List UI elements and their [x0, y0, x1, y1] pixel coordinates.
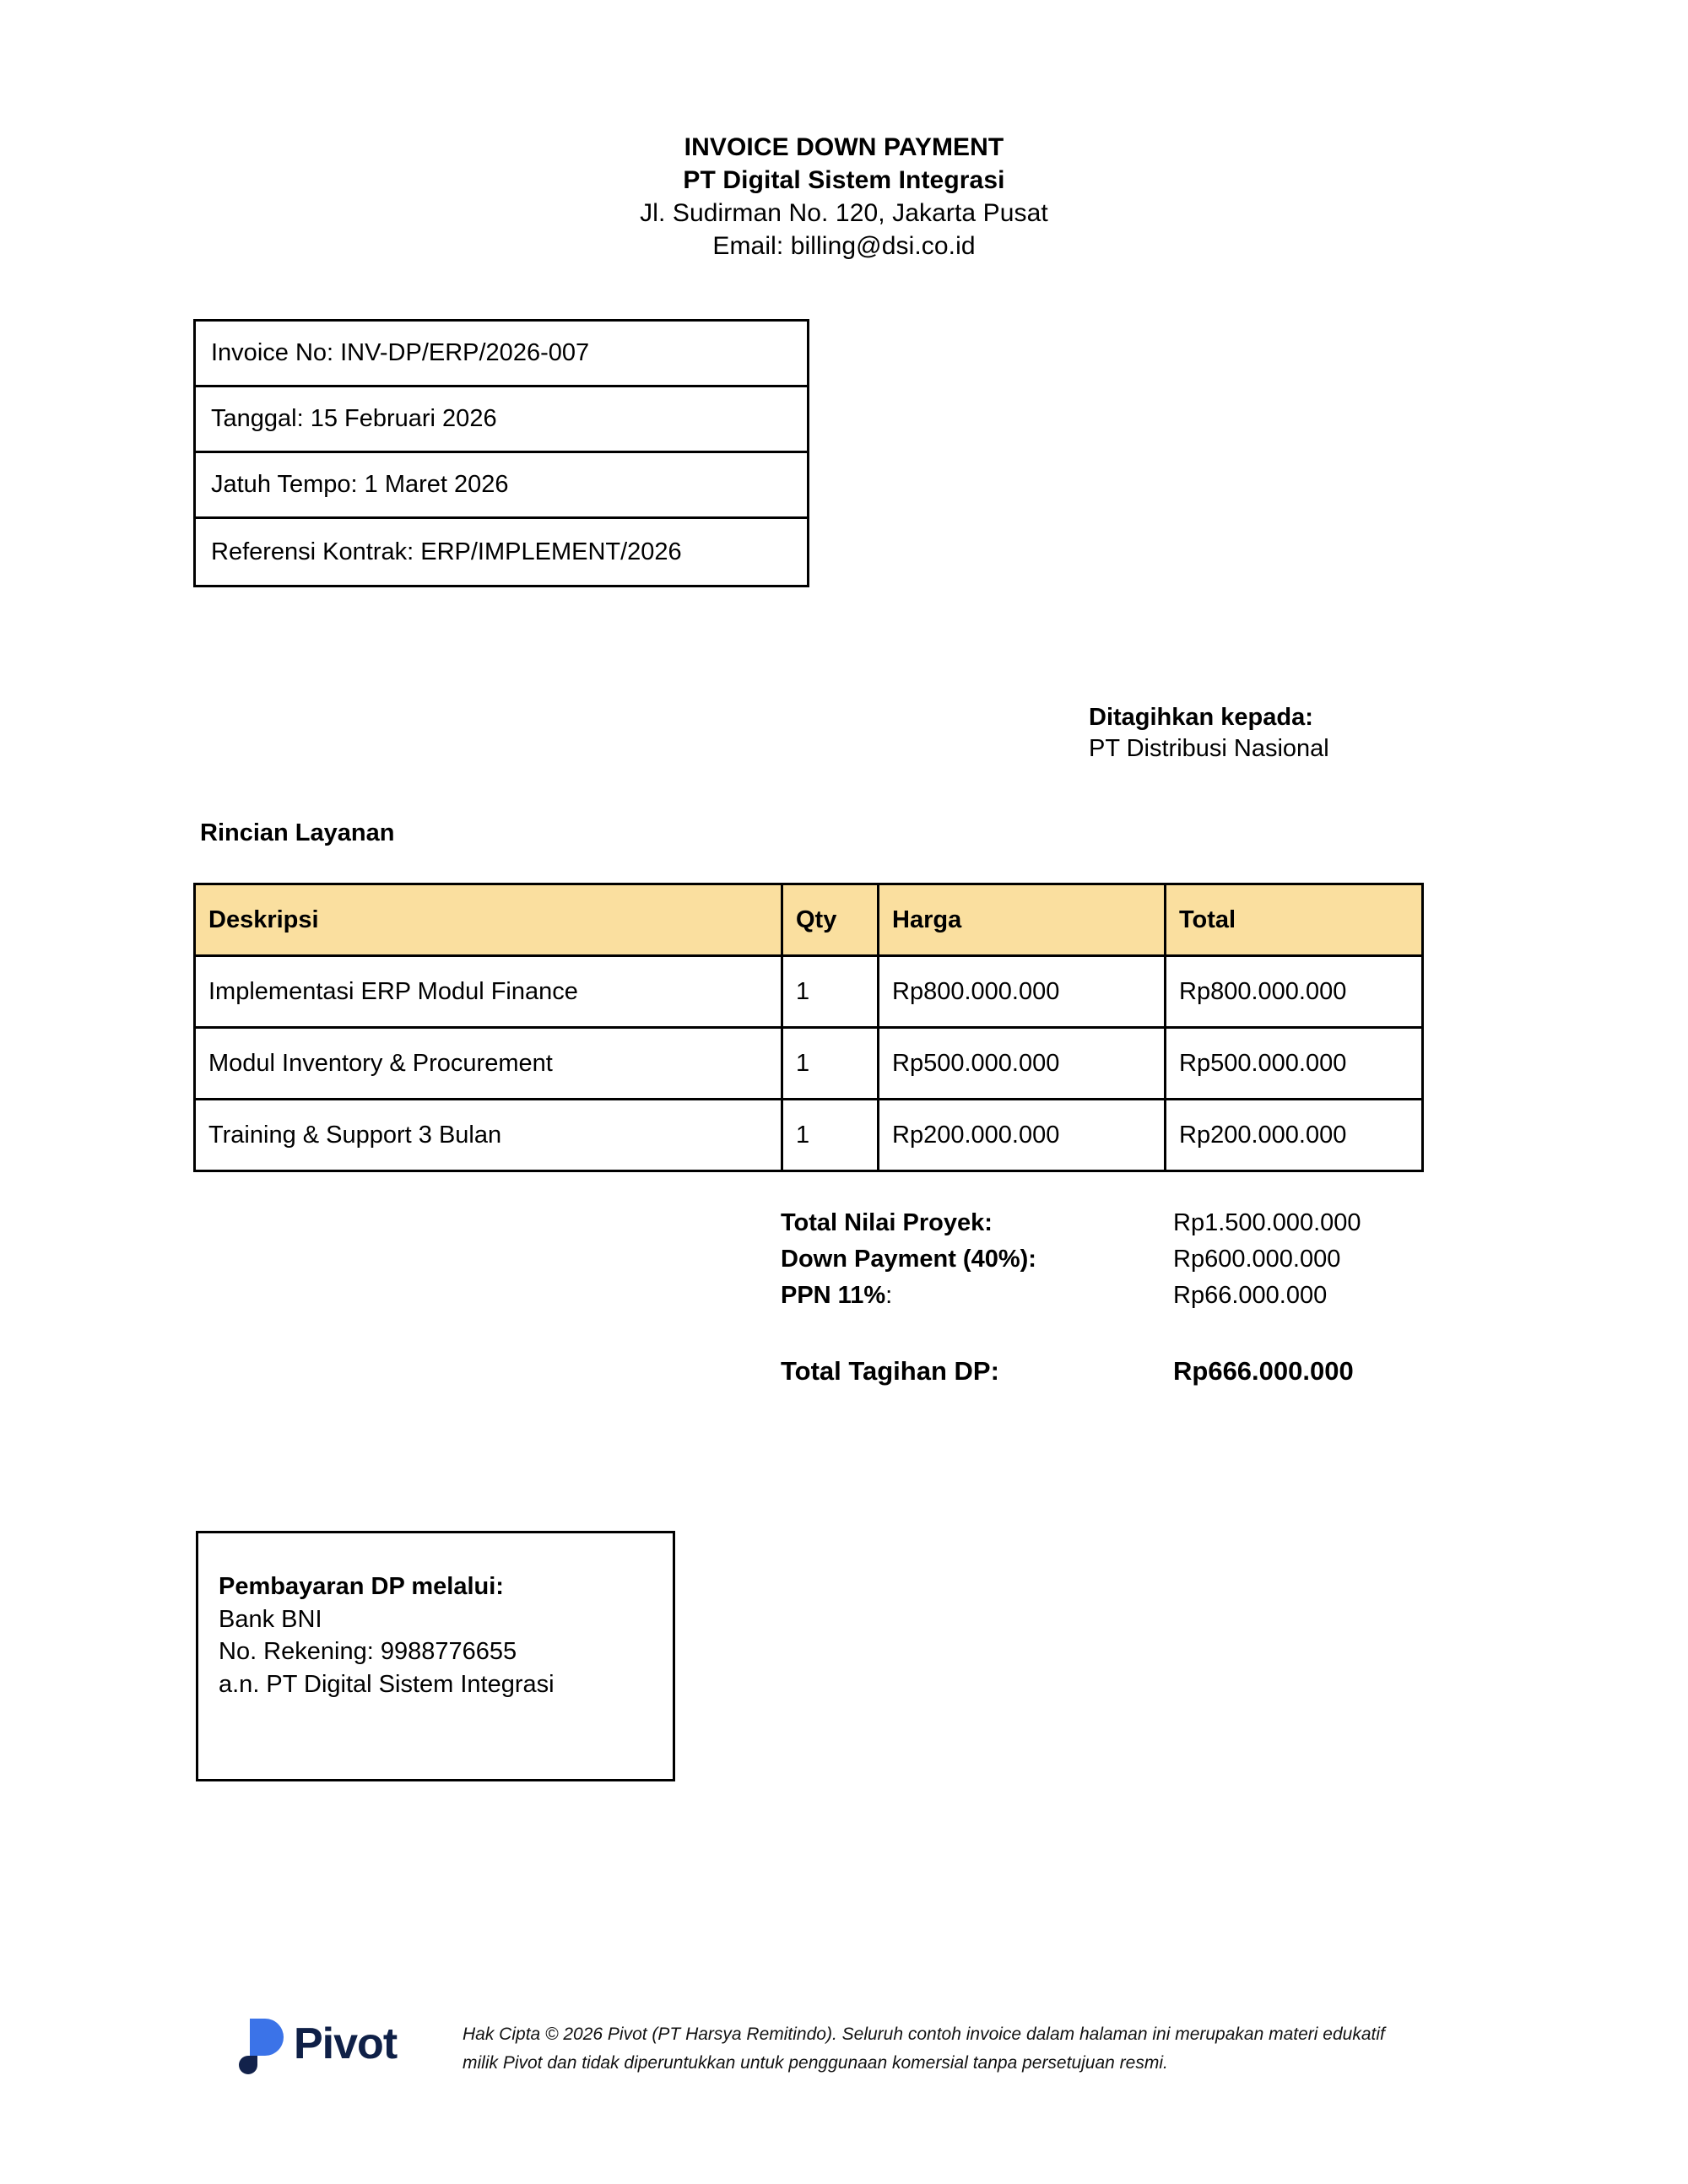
meta-row-date: [196, 387, 807, 453]
cell-description: Training & Support 3 Bulan: [195, 1100, 782, 1171]
bill-to-customer-name: PT Distribusi Nasional: [1089, 735, 1329, 763]
summary-label-down-payment: Down Payment (40%):: [781, 1245, 1036, 1273]
summary-label-project-value: Total Nilai Proyek:: [781, 1209, 993, 1236]
cell-total: Rp800.000.000: [1166, 956, 1423, 1028]
summary-label-ppn-colon: :: [885, 1281, 893, 1309]
page-title: INVOICE DOWN PAYMENT: [684, 133, 1004, 161]
cell-description: Implementasi ERP Modul Finance: [195, 956, 782, 1028]
brand-logo: [236, 2008, 456, 2074]
invoice-number-text: Invoice No: INV-DP/ERP/2026-007: [211, 339, 590, 367]
cell-price: Rp200.000.000: [879, 1100, 1166, 1171]
copyright-notice: [456, 2008, 1536, 2078]
grand-total-label: Total Tagihan DP:: [781, 1356, 999, 1386]
summary-value-ppn: Rp66.000.000: [1173, 1281, 1328, 1309]
payment-instructions-box: [196, 1531, 675, 1781]
invoice-date-text: Tanggal: 15 Februari 2026: [211, 405, 497, 433]
summary-row-project-value: [781, 1205, 1439, 1241]
meta-row-invoice-number: [196, 322, 807, 387]
items-section-title: Rincian Layanan: [200, 819, 395, 846]
cell-price: Rp500.000.000: [879, 1028, 1166, 1100]
summary-value-project-value: Rp1.500.000.000: [1173, 1209, 1361, 1236]
cell-price: Rp800.000.000: [879, 956, 1166, 1028]
column-header-price: Harga: [879, 884, 1166, 956]
cell-qty: 1: [782, 956, 879, 1028]
copyright-line-2: milik Pivot dan tidak diperuntukkan untuk penggunaan komersial tanpa persetujuan resmi.: [463, 2053, 1168, 2073]
column-header-description: Deskripsi: [195, 884, 782, 956]
table-row: [195, 956, 1423, 1028]
company-address: Jl. Sudirman No. 120, Jakarta Pusat: [640, 199, 1048, 227]
summary-label-ppn: [781, 1278, 1173, 1314]
company-name: PT Digital Sistem Integrasi: [683, 166, 1005, 194]
meta-row-contract-reference: [196, 519, 807, 585]
payment-account-number: No. Rekening: 9988776655: [219, 1638, 517, 1666]
bill-to-block: [1089, 702, 1443, 765]
cell-total: Rp500.000.000: [1166, 1028, 1423, 1100]
document-header: [0, 131, 1688, 262]
summary-value-down-payment: Rp600.000.000: [1173, 1245, 1341, 1273]
cell-qty: 1: [782, 1028, 879, 1100]
payment-account-holder: a.n. PT Digital Sistem Integrasi: [219, 1670, 555, 1698]
payment-bank-name: Bank BNI: [219, 1605, 322, 1633]
payment-heading: Pembayaran DP melalui:: [219, 1573, 504, 1600]
pivot-logo-icon: [236, 2014, 289, 2074]
cell-description: Modul Inventory & Procurement: [195, 1028, 782, 1100]
summary-block: [781, 1205, 1439, 1314]
summary-label-ppn-text: PPN 11%: [781, 1281, 886, 1309]
company-email: Email: billing@dsi.co.id: [712, 232, 976, 260]
page-footer: [236, 2008, 1536, 2078]
invoice-meta-box: [193, 319, 809, 587]
cell-qty: 1: [782, 1100, 879, 1171]
contract-reference-text: Referensi Kontrak: ERP/IMPLEMENT/2026: [211, 538, 682, 565]
table-row: [195, 1028, 1423, 1100]
brand-name: Pivot: [294, 2019, 398, 2068]
column-header-qty: Qty: [782, 884, 879, 956]
copyright-line-1: Hak Cipta © 2026 Pivot (PT Harsya Remitindo). Seluruh contoh invoice dalam halaman ini merupakan materi edukatif: [463, 2025, 1385, 2044]
meta-row-due-date: [196, 453, 807, 519]
table-header-row: [195, 884, 1423, 956]
table-row: [195, 1100, 1423, 1171]
grand-total-value: Rp666.000.000: [1173, 1356, 1354, 1386]
line-items-table: [193, 883, 1424, 1172]
invoice-due-date-text: Jatuh Tempo: 1 Maret 2026: [211, 471, 509, 499]
bill-to-label: Ditagihkan kepada:: [1089, 704, 1313, 731]
summary-row-ppn: [781, 1278, 1439, 1314]
cell-total: Rp200.000.000: [1166, 1100, 1423, 1171]
column-header-total: Total: [1166, 884, 1423, 956]
summary-row-down-payment: [781, 1241, 1439, 1278]
grand-total-row: [781, 1356, 1439, 1387]
